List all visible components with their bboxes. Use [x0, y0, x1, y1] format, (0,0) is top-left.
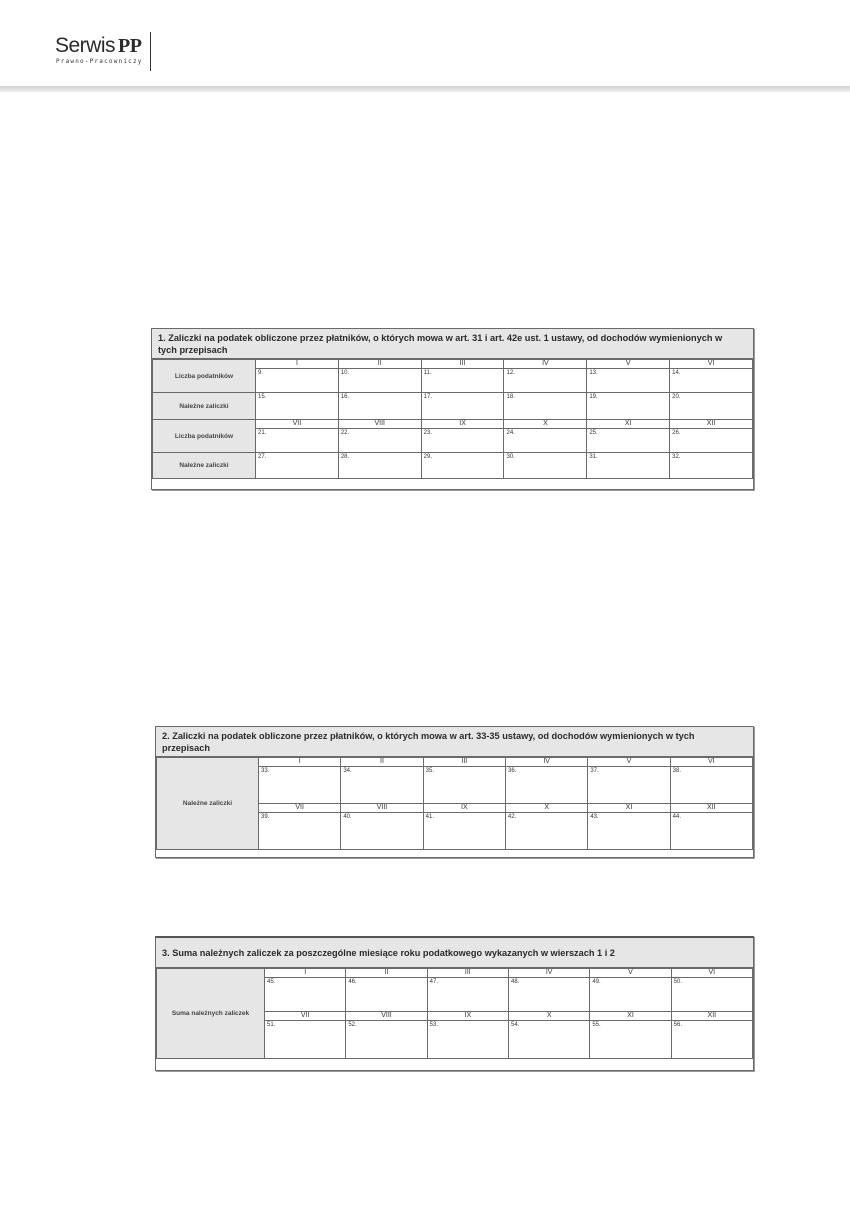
- month-label: IV: [508, 969, 589, 978]
- row-label: Należne zaliczki: [153, 393, 256, 420]
- logo-main-text: Serwis: [55, 34, 116, 57]
- month-label: XI: [587, 420, 670, 429]
- month-label: VI: [670, 758, 752, 767]
- form-field[interactable]: 41.: [423, 813, 505, 850]
- form-field[interactable]: 39.: [259, 813, 341, 850]
- serwis-pp-logo: [55, 34, 143, 65]
- month-label: I: [256, 360, 339, 369]
- row-label: Suma należnych zaliczek: [157, 969, 265, 1059]
- month-label: I: [265, 969, 346, 978]
- form-field[interactable]: 36.: [505, 767, 587, 804]
- form-field[interactable]: 38.: [670, 767, 752, 804]
- form-field[interactable]: 13.: [587, 369, 670, 393]
- month-label: VI: [670, 360, 753, 369]
- month-header-row: [153, 420, 753, 429]
- field-row: [153, 453, 753, 479]
- section-2-title: 2. Zaliczki na podatek obliczone przez płatników, o których mowa w art. 33-35 ustawy, od dochodów wymienionych w tych przepisach: [156, 727, 753, 757]
- form-field[interactable]: 56.: [671, 1021, 752, 1059]
- month-label: VI: [671, 969, 752, 978]
- month-label: I: [259, 758, 341, 767]
- form-field[interactable]: 32.: [670, 453, 753, 479]
- month-header-row: [153, 360, 753, 369]
- form-field[interactable]: 17.: [421, 393, 504, 420]
- month-label: XI: [588, 804, 670, 813]
- month-label: VIII: [341, 804, 423, 813]
- row-label: Liczba podatników: [153, 360, 256, 393]
- form-field[interactable]: 46.: [346, 978, 427, 1012]
- form-field[interactable]: 35.: [423, 767, 505, 804]
- form-section-1: [151, 328, 754, 490]
- form-field[interactable]: 24.: [504, 429, 587, 453]
- form-field[interactable]: 45.: [265, 978, 346, 1012]
- section-1-table: [152, 359, 753, 479]
- month-label: II: [341, 758, 423, 767]
- page-header: [0, 0, 850, 92]
- form-field[interactable]: 20.: [670, 393, 753, 420]
- month-label: II: [338, 360, 421, 369]
- form-field[interactable]: 55.: [590, 1021, 671, 1059]
- month-label: IX: [427, 1012, 508, 1021]
- form-field[interactable]: 18.: [504, 393, 587, 420]
- form-field[interactable]: 53.: [427, 1021, 508, 1059]
- section-3-table: [156, 968, 753, 1059]
- section-1-title: 1. Zaliczki na podatek obliczone przez płatników, o których mowa w art. 31 i art. 42e ust. 1 ustawy, od dochodów wymienionych w tych przepisach: [152, 329, 753, 359]
- section-3-title: 3. Suma należnych zaliczek za poszczególne miesiące roku podatkowego wykazanych w wierszach 1 i 2: [156, 938, 753, 968]
- form-section-2: [155, 726, 754, 858]
- month-label: X: [505, 804, 587, 813]
- field-row: [153, 393, 753, 420]
- month-label: IV: [505, 758, 587, 767]
- form-field[interactable]: 54.: [508, 1021, 589, 1059]
- form-field[interactable]: 30.: [504, 453, 587, 479]
- form-field[interactable]: 11.: [421, 369, 504, 393]
- header-bar: [0, 86, 850, 92]
- row-label: Należne zaliczki: [157, 758, 259, 850]
- form-field[interactable]: 23.: [421, 429, 504, 453]
- form-field[interactable]: 29.: [421, 453, 504, 479]
- month-label: X: [508, 1012, 589, 1021]
- form-field[interactable]: 10.: [338, 369, 421, 393]
- month-label: V: [587, 360, 670, 369]
- logo-title: [55, 34, 143, 58]
- form-field[interactable]: 12.: [504, 369, 587, 393]
- month-label: V: [588, 758, 670, 767]
- form-field[interactable]: 51.: [265, 1021, 346, 1059]
- form-field[interactable]: 25.: [587, 429, 670, 453]
- form-field[interactable]: 34.: [341, 767, 423, 804]
- form-field[interactable]: 9.: [256, 369, 339, 393]
- form-field[interactable]: 31.: [587, 453, 670, 479]
- month-label: IX: [423, 804, 505, 813]
- form-field[interactable]: 50.: [671, 978, 752, 1012]
- form-field[interactable]: 15.: [256, 393, 339, 420]
- form-field[interactable]: 19.: [587, 393, 670, 420]
- form-field[interactable]: 40.: [341, 813, 423, 850]
- form-field[interactable]: 47.: [427, 978, 508, 1012]
- month-label: II: [346, 969, 427, 978]
- month-label: III: [423, 758, 505, 767]
- logo-pp-text: PP: [118, 35, 142, 57]
- month-label: XI: [590, 1012, 671, 1021]
- form-section-3: [155, 936, 754, 1071]
- form-field[interactable]: 26.: [670, 429, 753, 453]
- form-field[interactable]: 49.: [590, 978, 671, 1012]
- section-2-table: [156, 757, 753, 850]
- form-field[interactable]: 22.: [338, 429, 421, 453]
- month-label: XII: [670, 804, 752, 813]
- row-label: Liczba podatników: [153, 420, 256, 453]
- header-divider: [150, 32, 151, 71]
- month-label: III: [427, 969, 508, 978]
- form-field[interactable]: 21.: [256, 429, 339, 453]
- month-header-row: [157, 969, 753, 978]
- row-label: Należne zaliczki: [153, 453, 256, 479]
- form-field[interactable]: 33.: [259, 767, 341, 804]
- form-field[interactable]: 14.: [670, 369, 753, 393]
- logo-subtitle: Prawno-Pracowniczy: [56, 58, 143, 65]
- month-label: VIII: [338, 420, 421, 429]
- form-field[interactable]: 44.: [670, 813, 752, 850]
- form-field[interactable]: 43.: [588, 813, 670, 850]
- month-label: XII: [670, 420, 753, 429]
- form-field[interactable]: 16.: [338, 393, 421, 420]
- month-label: V: [590, 969, 671, 978]
- month-label: XII: [671, 1012, 752, 1021]
- form-field[interactable]: 52.: [346, 1021, 427, 1059]
- month-label: X: [504, 420, 587, 429]
- month-label: IV: [504, 360, 587, 369]
- month-header-row: [157, 758, 753, 767]
- form-field[interactable]: 42.: [505, 813, 587, 850]
- form-field[interactable]: 27.: [256, 453, 339, 479]
- month-label: VII: [256, 420, 339, 429]
- month-label: VII: [259, 804, 341, 813]
- form-field[interactable]: 37.: [588, 767, 670, 804]
- month-label: IX: [421, 420, 504, 429]
- form-field[interactable]: 28.: [338, 453, 421, 479]
- month-label: III: [421, 360, 504, 369]
- form-field[interactable]: 48.: [508, 978, 589, 1012]
- month-label: VIII: [346, 1012, 427, 1021]
- month-label: VII: [265, 1012, 346, 1021]
